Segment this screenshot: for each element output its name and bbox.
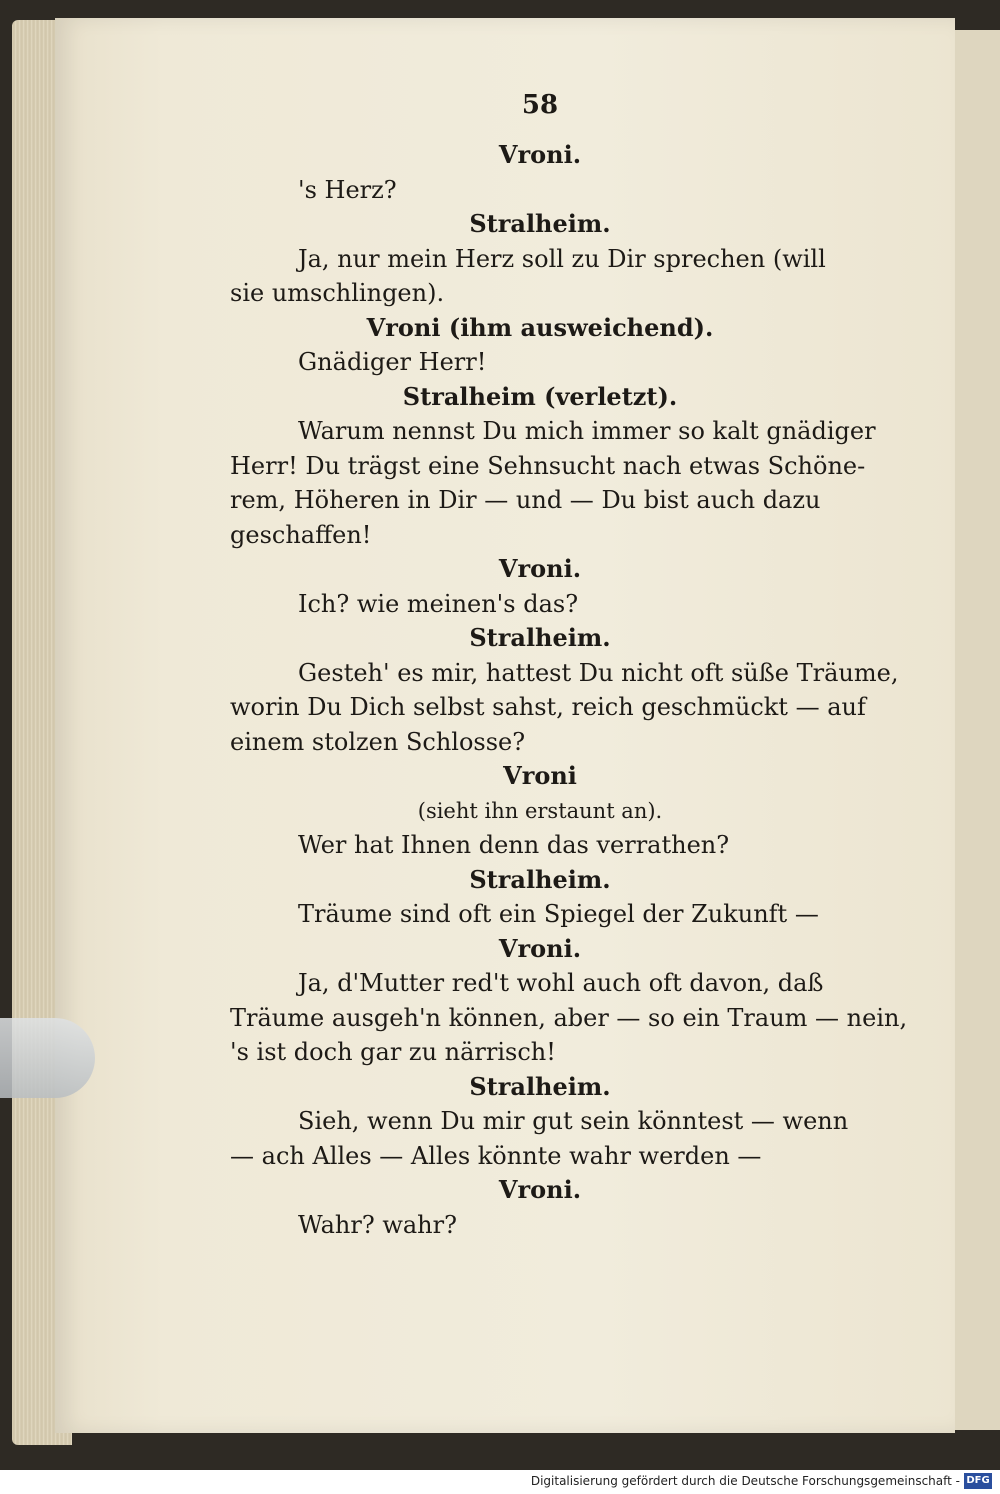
footer-bar bbox=[0, 1470, 1000, 1494]
speech-line: einem stolzen Schlosse? bbox=[230, 727, 526, 756]
page-number: 58 bbox=[521, 90, 559, 120]
speech-line: Wer hat Ihnen denn das verrathen? bbox=[298, 831, 730, 859]
speaker-name: Stralheim (verletzt). bbox=[402, 381, 678, 411]
speaker-name: Vroni. bbox=[498, 1175, 582, 1204]
digitization-credit: Digitalisierung gefördert durch die Deutsche Forschungsgemeinschaft - bbox=[530, 1474, 960, 1488]
text-body bbox=[230, 138, 908, 1242]
speech-line: Ja, d'Mutter red't wohl auch oft davon, daß bbox=[298, 969, 824, 997]
speaker-name: Stralheim. bbox=[469, 623, 611, 652]
speaker-name: Vroni. bbox=[498, 140, 582, 169]
speech-line: Warum nennst Du mich immer so kalt gnädiger bbox=[298, 417, 876, 445]
speaker-name: Stralheim. bbox=[469, 864, 611, 894]
speech-line: 's ist doch gar zu närrisch! bbox=[230, 1038, 556, 1066]
speech-line: worin Du Dich selbst sahst, reich geschmückt — auf bbox=[230, 693, 866, 721]
speech-line: Ja, nur mein Herz soll zu Dir sprechen (will bbox=[298, 244, 826, 273]
speech-line: Ich? wie meinen's das? bbox=[298, 589, 579, 618]
stage-direction: (sieht ihn erstaunt an). bbox=[417, 798, 663, 823]
dfg-logo: DFG bbox=[964, 1473, 992, 1489]
speech-line: geschaffen! bbox=[230, 520, 372, 549]
page-clip bbox=[0, 1018, 95, 1098]
speaker-name: Vroni. bbox=[498, 933, 582, 963]
speaker-name: Vroni (ihm ausweichend). bbox=[366, 312, 714, 342]
speech-line: Wahr? wahr? bbox=[298, 1210, 457, 1239]
speaker-name: Vroni. bbox=[498, 554, 582, 583]
speech-line: sie umschlingen). bbox=[230, 279, 445, 307]
speech-line: Träume sind oft ein Spiegel der Zukunft — bbox=[298, 900, 819, 928]
speaker-name: Stralheim. bbox=[469, 1071, 611, 1101]
speech-line: Herr! Du trägst eine Sehnsucht nach etwas Schöne- bbox=[230, 451, 866, 480]
speech-line: rem, Höheren in Dir — und — Du bist auch dazu bbox=[230, 486, 821, 514]
facing-page-edge bbox=[955, 30, 1000, 1430]
speech-line: Gnädiger Herr! bbox=[298, 348, 487, 376]
speech-line: Sieh, wenn Du mir gut sein könntest — wenn bbox=[298, 1107, 849, 1135]
speech-line: — ach Alles — Alles könnte wahr werden — bbox=[230, 1141, 762, 1170]
speech-line: Träume ausgeh'n können, aber — so ein Traum — nein, bbox=[230, 1003, 908, 1032]
speech-line: 's Herz? bbox=[298, 175, 397, 204]
speaker-name: Vroni bbox=[503, 761, 577, 790]
speech-line: Gesteh' es mir, hattest Du nicht oft süße Träume, bbox=[298, 658, 899, 687]
page-content bbox=[230, 80, 908, 1242]
speaker-name: Stralheim. bbox=[469, 209, 611, 238]
